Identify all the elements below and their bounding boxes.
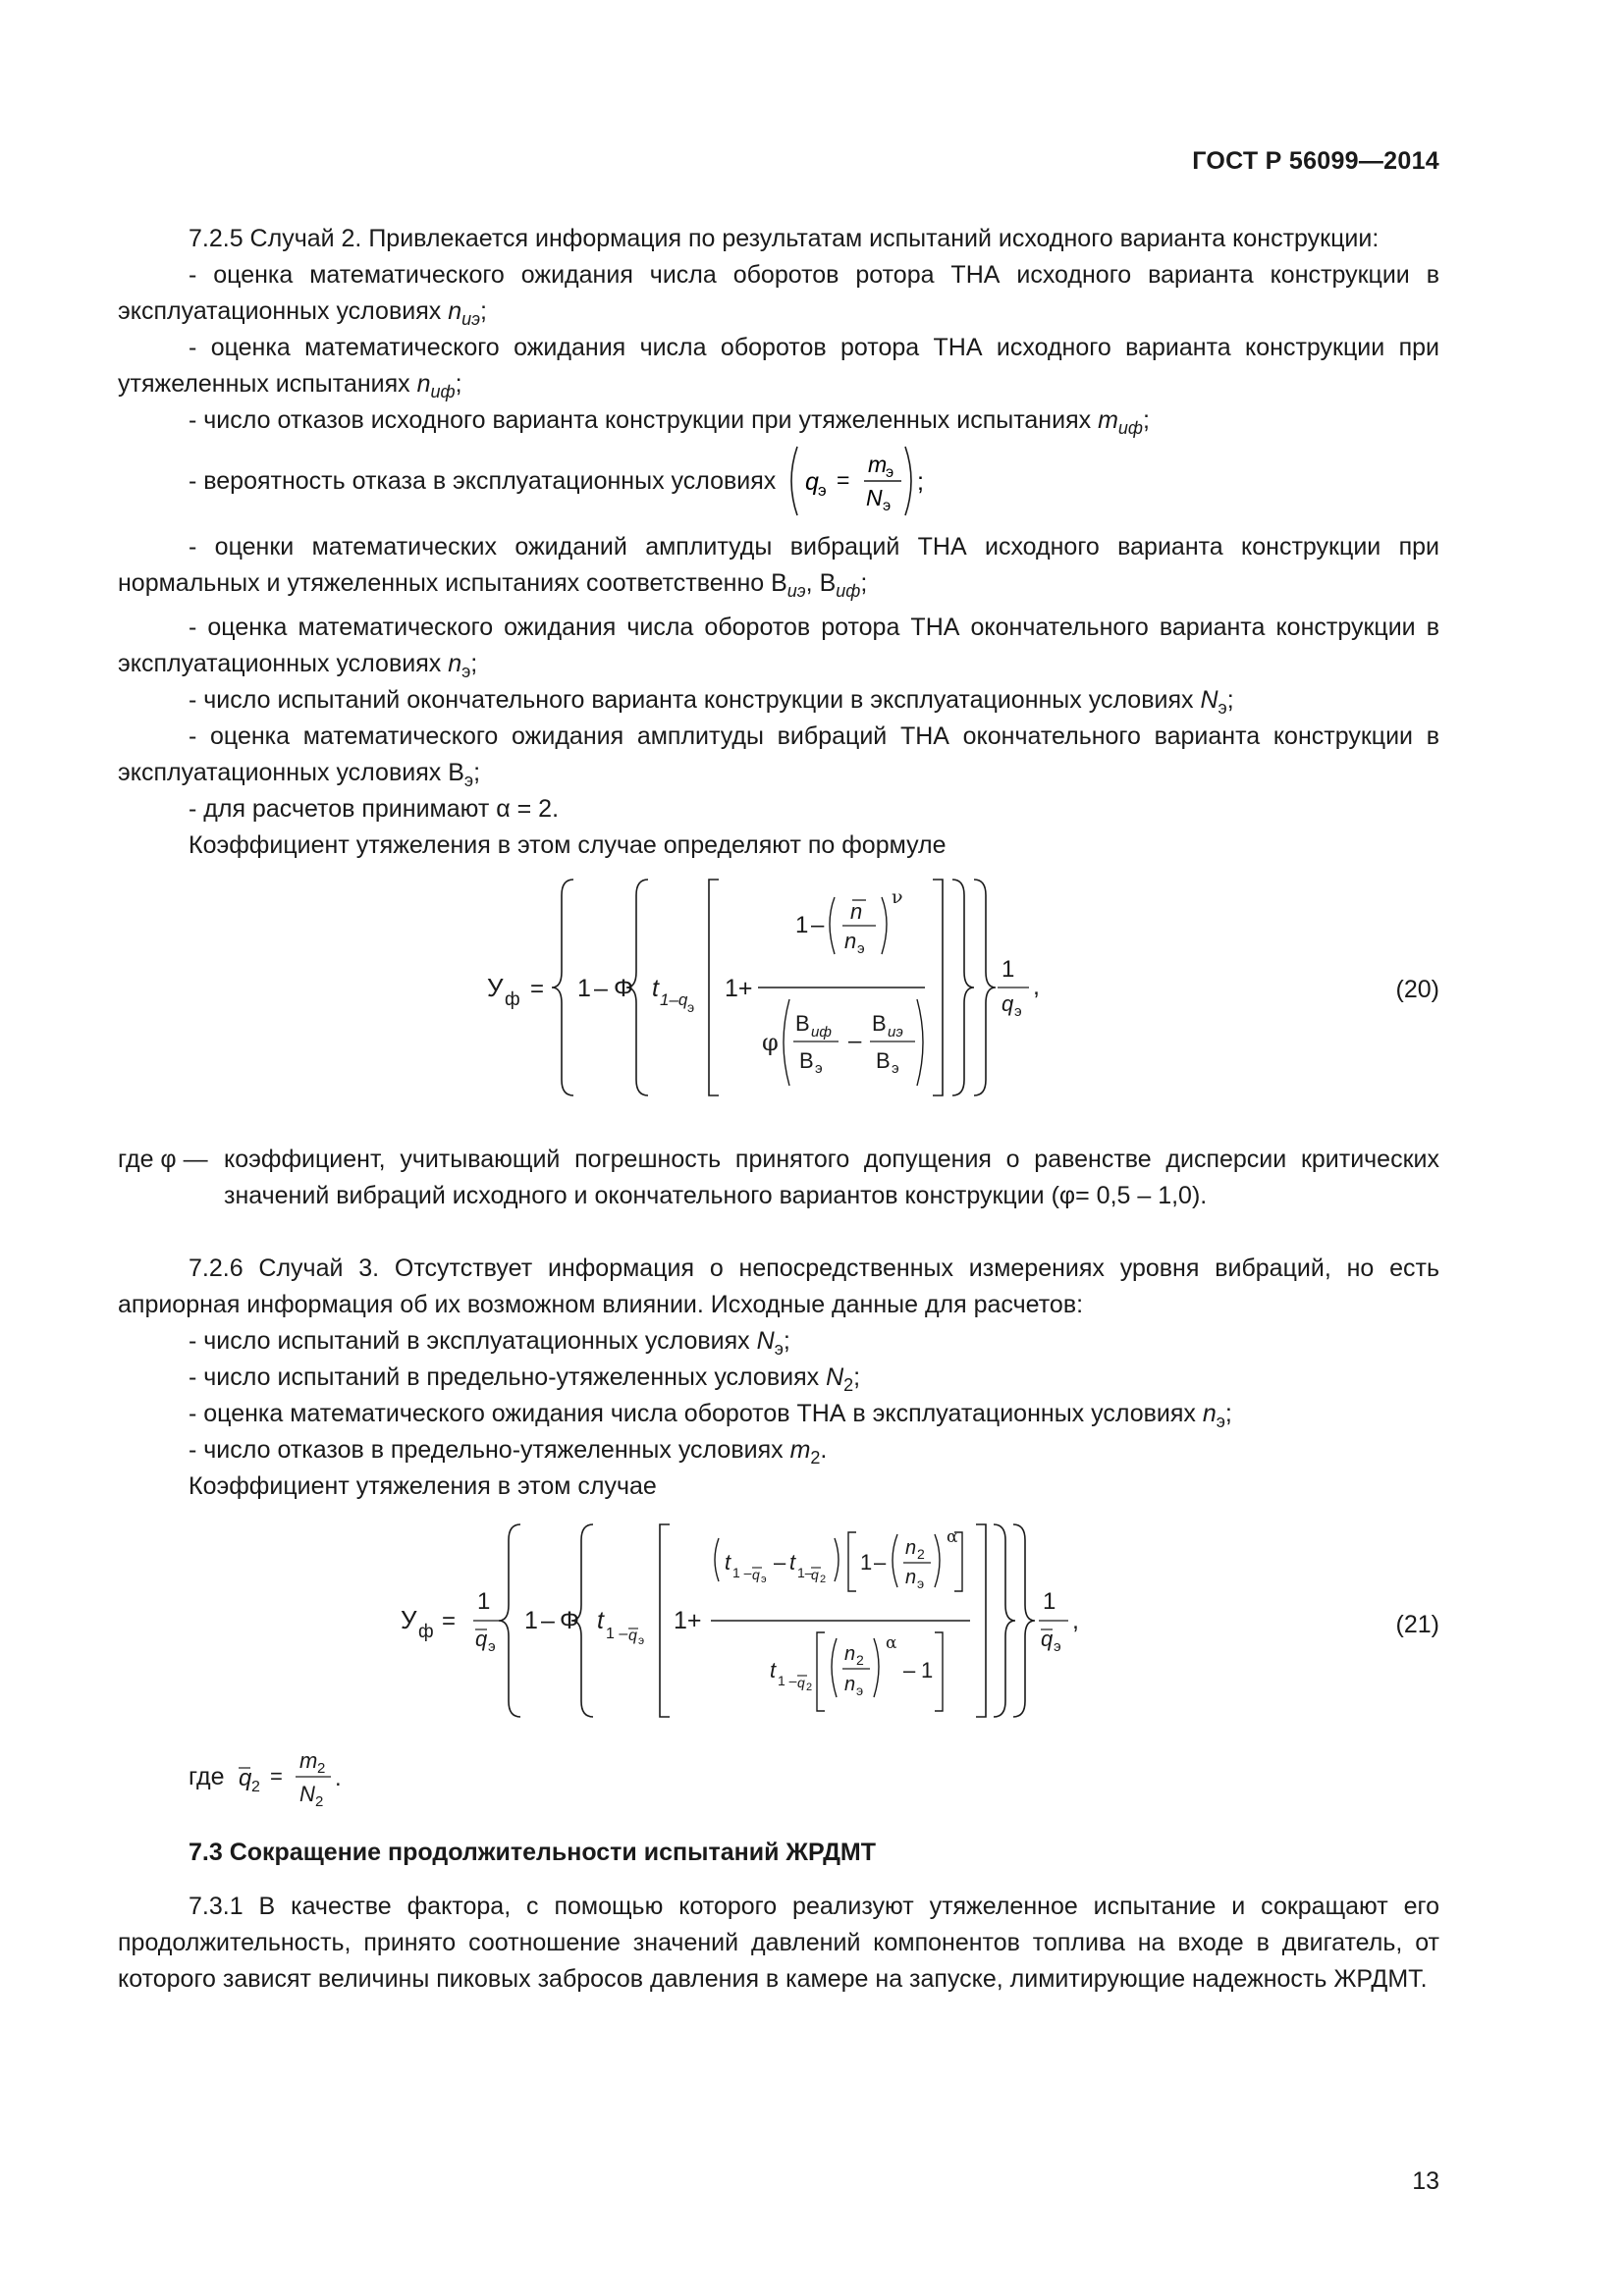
svg-text:α: α — [886, 1633, 897, 1653]
svg-text:э: э — [818, 481, 827, 500]
svg-text:иф: иф — [811, 1024, 832, 1041]
svg-text:t: t — [652, 975, 659, 1002]
svg-text:У: У — [401, 1605, 417, 1634]
svg-text:1: 1 — [921, 1658, 934, 1682]
svg-text:q: q — [628, 1628, 637, 1644]
case3-formula-intro: Коэффициент утяжеления в этом случае — [189, 1472, 657, 1500]
svg-text:э: э — [883, 498, 892, 514]
svg-text:–: – — [903, 1658, 916, 1682]
svg-text:q: q — [475, 1627, 488, 1651]
svg-text:.: . — [334, 1765, 342, 1791]
svg-text:э: э — [917, 1575, 925, 1591]
svg-text:n: n — [905, 1537, 917, 1559]
svg-text:1+: 1+ — [725, 975, 753, 1002]
case3-item-4: - число отказов в предельно-утяжеленных условиях $m_2$. — [189, 1436, 828, 1468]
document-code: ГОСТ Р 56099—2014 — [1192, 147, 1439, 175]
probability-formula — [784, 443, 931, 519]
svg-text:n: n — [850, 899, 863, 924]
svg-text:У: У — [487, 973, 504, 1002]
svg-text:В: В — [876, 1048, 891, 1073]
svg-text:φ: φ — [762, 1029, 779, 1056]
svg-text:2: 2 — [856, 1652, 864, 1668]
svg-text:Φ: Φ — [614, 975, 633, 1002]
svg-text:э: э — [886, 464, 894, 481]
svg-text:q: q — [805, 468, 820, 496]
svg-text:1: 1 — [795, 912, 809, 938]
case2-item-2: - оценка математического ожидания числа оборотов ротора ТНА исходного варианта конструкции при утяжеленных испытаниях $n_{иф}$; — [118, 334, 1439, 401]
svg-text:В: В — [799, 1048, 814, 1073]
svg-text:1–: 1– — [797, 1565, 813, 1580]
svg-text:α: α — [947, 1527, 958, 1547]
svg-text:В: В — [872, 1011, 887, 1036]
svg-text:Φ: Φ — [560, 1607, 579, 1634]
svg-text:2: 2 — [917, 1546, 925, 1562]
svg-text:э: э — [857, 940, 865, 957]
case3-item-3: - оценка математического ожидания числа оборотов ТНА в эксплуатационных условиях $n_э$; — [189, 1400, 1232, 1431]
section-7-3-heading: 7.3 Сокращение продолжительности испытаний ЖРДМТ — [189, 1839, 876, 1866]
document-body — [118, 221, 1439, 1998]
svg-text:q: q — [797, 1675, 805, 1690]
svg-text:–: – — [811, 912, 825, 938]
svg-text:=: = — [269, 1764, 283, 1789]
svg-text:n: n — [844, 1674, 856, 1695]
svg-text:n: n — [844, 929, 857, 953]
svg-text:,: , — [1033, 973, 1040, 1000]
formula-21-graphic — [118, 1519, 1439, 1725]
svg-text:ф: ф — [418, 1622, 434, 1642]
svg-text:1 –: 1 – — [732, 1565, 752, 1580]
case3-where: где q 2 = m 2 N 2 . — [118, 1742, 1439, 1811]
case2-alpha-item: - для расчетов принимают α = 2. — [189, 795, 560, 823]
svg-text:q: q — [811, 1567, 819, 1582]
svg-text:n: n — [844, 1643, 856, 1665]
svg-text:;: ; — [917, 468, 925, 496]
svg-text:N: N — [866, 485, 883, 510]
svg-text:2: 2 — [314, 1793, 323, 1810]
svg-text:э: э — [892, 1060, 899, 1077]
formula-21-number: (21) — [1395, 1611, 1439, 1638]
svg-text:–: – — [774, 1550, 786, 1575]
svg-text:q: q — [1041, 1627, 1054, 1651]
svg-text:q: q — [752, 1567, 760, 1582]
svg-text:N: N — [298, 1782, 315, 1806]
case3-item-1: - число испытаний в эксплуатационных условиях $N_э$; — [189, 1327, 790, 1359]
section-7-3-1-para: 7.3.1 В качестве фактора, с помощью которого реализуют утяжеленное испытание и сокращают его продолжительность, принято соотношение значений давлений компонентов топлива на входе в двигатель, от которого зависят величины пиковых забросов давления в камере на запуске, лимитирующие надежность ЖРДМТ. — [118, 1893, 1439, 1993]
svg-text:э: э — [761, 1574, 767, 1585]
case2-item-3: - число отказов исходного варианта конструкции при утяжеленных испытаниях $m_{иф}$; — [189, 406, 1150, 438]
svg-text:1 –: 1 – — [778, 1673, 797, 1688]
svg-text:1: 1 — [524, 1607, 538, 1634]
formula-20 — [118, 874, 1439, 1101]
svg-text:m: m — [868, 452, 888, 477]
svg-text:q: q — [238, 1765, 251, 1791]
case2-probability-item: - вероятность отказа в эксплуатационных условиях q э = m э N э ; — [118, 443, 1439, 519]
page-number: 13 — [1412, 2167, 1439, 2195]
svg-text:m: m — [298, 1748, 317, 1773]
case2-item-1: - оценка математического ожидания числа оборотов ротора ТНА исходного варианта конструкции в эксплуатационных условиях $n_{иэ}$; — [118, 261, 1439, 329]
svg-text:э: э — [488, 1638, 496, 1655]
svg-text:–: – — [848, 1028, 862, 1054]
svg-text:ν: ν — [892, 886, 903, 908]
svg-text:1: 1 — [860, 1550, 873, 1575]
svg-text:э: э — [1014, 1003, 1022, 1020]
svg-text:1–q: 1–q — [660, 990, 688, 1009]
case3-item-2: - число испытаний в предельно-утяжеленных условиях $N_2$; — [189, 1363, 861, 1395]
svg-text:2: 2 — [806, 1682, 813, 1693]
svg-text:иэ: иэ — [888, 1024, 903, 1041]
svg-text:1: 1 — [1043, 1588, 1056, 1615]
svg-text:2: 2 — [250, 1779, 260, 1795]
svg-text:n: n — [905, 1567, 917, 1588]
svg-text:э: э — [1054, 1638, 1061, 1655]
svg-text:В: В — [795, 1011, 810, 1036]
svg-text:э: э — [687, 999, 695, 1015]
svg-text:–: – — [594, 975, 608, 1002]
formula-21 — [118, 1519, 1439, 1725]
svg-text:э: э — [638, 1633, 645, 1647]
case2-item-4: - оценки математических ожиданий амплитуды вибраций ТНА исходного варианта конструкции при нормальных и утяжеленных испытаниях соответственно $В_{иэ}$, $В_{иф}$; — [118, 533, 1439, 601]
svg-text:1: 1 — [1001, 956, 1015, 983]
q2-definition — [233, 1742, 351, 1811]
svg-text:,: , — [1072, 1607, 1079, 1634]
case2-item-5: - оценка математического ожидания числа оборотов ротора ТНА окончательного варианта конструкции в эксплуатационных условиях $n_э$; — [118, 614, 1439, 681]
svg-text:t: t — [597, 1607, 604, 1634]
svg-text:ф: ф — [505, 989, 520, 1010]
svg-text:t: t — [770, 1658, 777, 1682]
svg-text:2: 2 — [820, 1574, 827, 1585]
svg-text:t: t — [725, 1550, 731, 1575]
svg-text:q: q — [1001, 991, 1014, 1016]
case2-intro: 7.2.5 Случай 2. Привлекается информация по результатам испытаний исходного варианта конструкции: — [189, 225, 1380, 252]
case2-formula-intro: Коэффициент утяжеления в этом случае определяют по формуле — [189, 831, 947, 859]
svg-text:=: = — [530, 976, 545, 1002]
svg-text:1+: 1+ — [674, 1607, 702, 1634]
svg-text:1 –: 1 – — [606, 1626, 628, 1642]
svg-text:–: – — [541, 1607, 555, 1634]
case3-intro: 7.2.6 Случай 3. Отсутствует информация о непосредственных измерениях уровня вибраций, но есть априорная информация об их возможном влиянии. Исходные данные для расчетов: — [118, 1255, 1439, 1318]
case2-item-6: - число испытаний окончательного варианта конструкции в эксплуатационных условиях $N_э$; — [189, 686, 1234, 718]
formula-20-graphic — [118, 874, 1439, 1101]
svg-text:э: э — [856, 1682, 864, 1698]
svg-text:1: 1 — [577, 975, 591, 1002]
svg-text:=: = — [837, 467, 850, 493]
svg-text:t: t — [789, 1550, 796, 1575]
svg-text:–: – — [874, 1550, 887, 1575]
svg-text:э: э — [815, 1060, 823, 1077]
svg-text:=: = — [442, 1608, 457, 1634]
case2-item-7: - оценка математического ожидания амплитуды вибраций ТНА окончательного варианта конструкции в эксплуатационных условиях $В_э$; — [118, 722, 1439, 790]
case2-where: где φ — коэффициент, учитывающий погрешность принятого допущения о равенстве дисперсии критических значений вибраций исходного и окончательного вариантов конструкции (φ= 0,5 – 1,0). — [118, 1146, 1439, 1209]
svg-text:2: 2 — [316, 1760, 325, 1777]
svg-text:1: 1 — [477, 1588, 491, 1615]
formula-20-number: (20) — [1395, 976, 1439, 1003]
